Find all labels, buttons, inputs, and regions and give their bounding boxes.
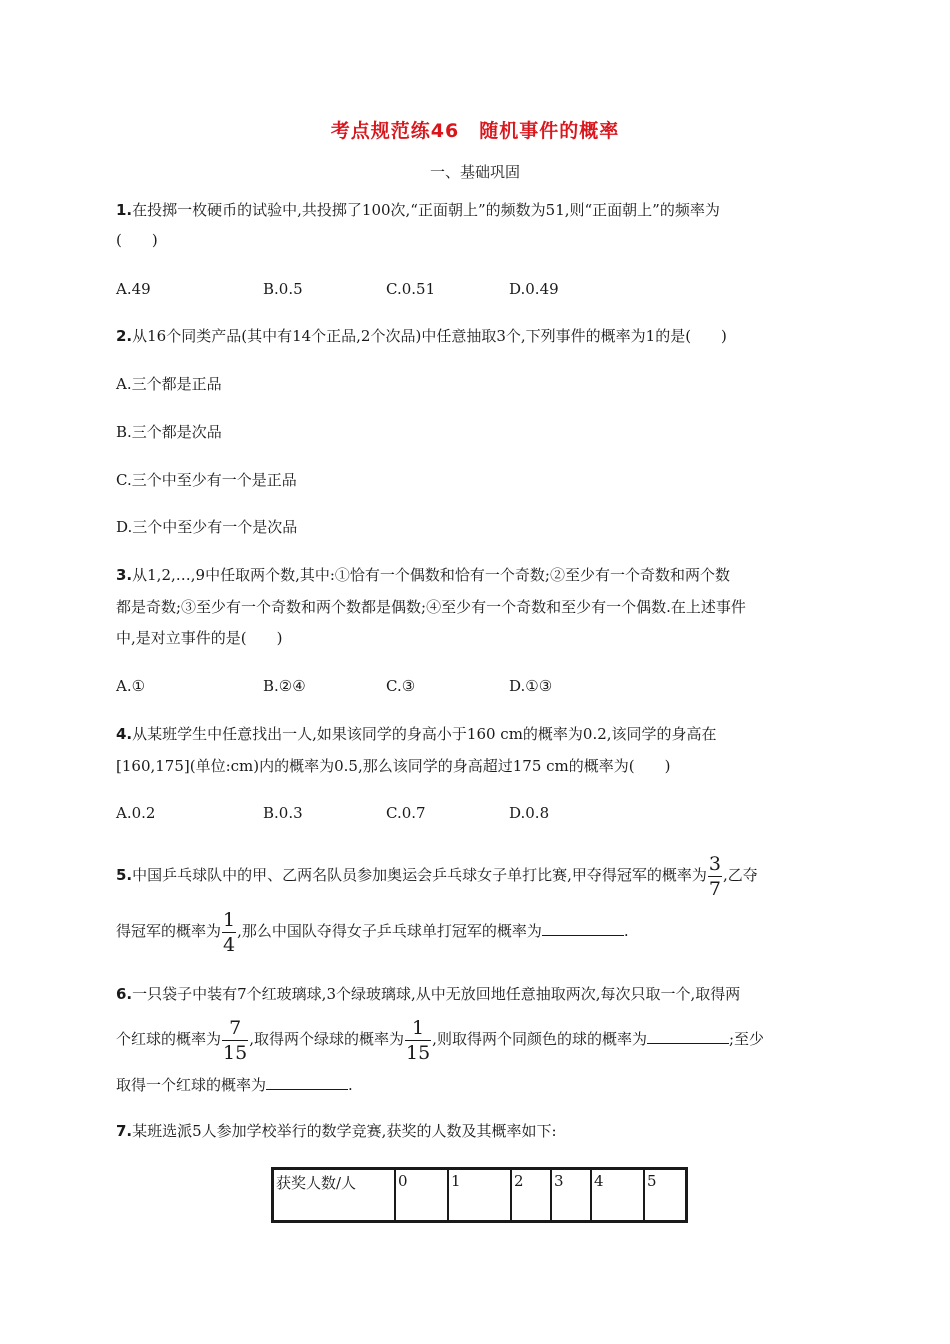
question-1-option-c: C.0.51 (386, 280, 436, 298)
question-2-option-c: C.三个中至少有一个是正品 (116, 471, 297, 489)
question-4-option-d: D.0.8 (509, 804, 550, 822)
question-3-line-2: 都是奇数;③至少有一个奇数和两个数都是偶数;④至少有一个奇数和至少有一个偶数.在上述事件 (116, 598, 746, 616)
question-1-number: 1. (116, 201, 133, 219)
question-6-text-b: ,取得两个绿球的概率为 (249, 1030, 404, 1048)
question-3-line-3: 中,是对立事件的是( ) (116, 629, 283, 647)
table-cell: 0 (395, 1169, 448, 1222)
table-row (273, 1169, 687, 1222)
question-6-text-e: 取得一个红球的概率为 (116, 1076, 267, 1094)
question-4-option-c: C.0.7 (386, 804, 426, 822)
question-6-text-1: 一只袋子中装有7个红玻璃球,3个绿玻璃球,从中无放回地任意抽取两次,每次只取一个,取得两 (132, 985, 741, 1003)
question-7-line-1 (116, 1121, 557, 1141)
question-4-option-a: A.0.2 (116, 804, 156, 822)
fraction-3-7 (708, 854, 722, 899)
question-1-text: 在投掷一枚硬币的试验中,共投掷了100次,“正面朝上”的频数为51,则“正面朝上”的频率为 (132, 201, 720, 219)
fraction-denominator: 7 (708, 877, 722, 900)
fraction-7-15 (222, 1018, 248, 1063)
question-3-option-a: A.① (116, 677, 146, 695)
question-1-option-a: A.49 (116, 280, 151, 298)
table-cell: 1 (448, 1169, 511, 1222)
fraction-bar (708, 876, 722, 877)
table-header-cell: 获奖人数/人 (273, 1169, 396, 1222)
question-1-option-b: B.0.5 (263, 280, 303, 298)
question-1-line-1 (116, 200, 720, 220)
question-1-option-d: D.0.49 (509, 280, 559, 298)
question-2-line-1 (116, 326, 727, 346)
question-6-text-f: . (348, 1076, 353, 1094)
fraction-bar (222, 932, 236, 933)
question-4-line-2: [160,175](单位:cm)内的概率为0.5,那么该同学的身高超过175 cm的概率为( ) (116, 757, 671, 775)
question-5-text-c: 得冠军的概率为 (116, 922, 222, 940)
section-heading: 一、基础巩固 (429, 163, 520, 181)
question-5-text-e: . (623, 922, 629, 940)
question-3-number: 3. (116, 566, 133, 584)
table-cell: 5 (644, 1169, 687, 1222)
question-6-text-d: ;至少 (728, 1030, 765, 1048)
question-3-option-d: D.①③ (509, 677, 553, 695)
question-6-text-c: ,则取得两个同颜色的球的概率为 (432, 1030, 647, 1048)
page-title: 考点规范练46 随机事件的概率 (330, 120, 620, 142)
fraction-denominator: 15 (405, 1041, 431, 1064)
question-4-number: 4. (116, 725, 133, 743)
answer-blank (647, 1027, 729, 1044)
fraction-bar (222, 1040, 248, 1041)
fraction-1-15 (405, 1018, 431, 1063)
fraction-1-4 (222, 910, 236, 955)
fraction-denominator: 15 (223, 1041, 248, 1064)
question-4-text: 从某班学生中任意找出一人,如果该同学的身高小于160 cm的概率为0.2,该同学的身高在 (132, 725, 717, 743)
fraction-numerator: 1 (412, 1016, 425, 1039)
table-cell: 2 (511, 1169, 551, 1222)
question-6-number: 6. (116, 985, 133, 1003)
question-7-number: 7. (116, 1122, 133, 1140)
question-5-text-a: 中国乒乓球队中的甲、乙两名队员参加奥运会乒乓球女子单打比赛,甲夺得冠军的概率为 (132, 866, 707, 884)
answer-blank (542, 919, 624, 936)
table-cell: 4 (591, 1169, 644, 1222)
question-5-line-1 (116, 851, 758, 899)
fraction-numerator: 1 (223, 908, 236, 931)
question-5-number: 5. (116, 866, 133, 884)
question-4-option-b: B.0.3 (263, 804, 303, 822)
fraction-numerator: 7 (229, 1016, 242, 1039)
question-6-line-2 (116, 1015, 764, 1063)
question-2-number: 2. (116, 327, 133, 345)
question-6-line-3 (116, 1073, 353, 1095)
question-6-line-1 (116, 984, 740, 1004)
table-cell: 3 (551, 1169, 591, 1222)
question-3-line-1 (116, 565, 730, 585)
question-7-text: 某班选派5人参加学校举行的数学竞赛,获奖的人数及其概率如下: (132, 1122, 557, 1140)
award-probability-table (271, 1167, 688, 1223)
fraction-denominator: 4 (223, 933, 236, 956)
answer-blank (266, 1073, 348, 1090)
question-5-text-d: ,那么中国队夺得女子乒乓球单打冠军的概率为 (237, 922, 542, 940)
question-2-option-a: A.三个都是正品 (116, 375, 222, 393)
fraction-bar (405, 1040, 431, 1041)
question-5-line-2 (116, 907, 629, 955)
fraction-numerator: 3 (708, 852, 722, 875)
question-5-text-b: ,乙夺 (723, 866, 758, 884)
question-3-option-c: C.③ (386, 677, 416, 695)
question-6-text-a: 个红球的概率为 (116, 1030, 222, 1048)
question-1-line-2: ( ) (116, 231, 158, 249)
question-2-text: 从16个同类产品(其中有14个正品,2个次品)中任意抽取3个,下列事件的概率为1的是( ) (132, 327, 727, 345)
question-4-line-1 (116, 724, 717, 744)
question-3-option-b: B.②④ (263, 677, 306, 695)
question-2-option-d: D.三个中至少有一个是次品 (116, 518, 298, 536)
question-2-option-b: B.三个都是次品 (116, 423, 222, 441)
question-3-text: 从1,2,…,9中任取两个数,其中:①恰有一个偶数和恰有一个奇数;②至少有一个奇数和两个数 (132, 566, 730, 584)
